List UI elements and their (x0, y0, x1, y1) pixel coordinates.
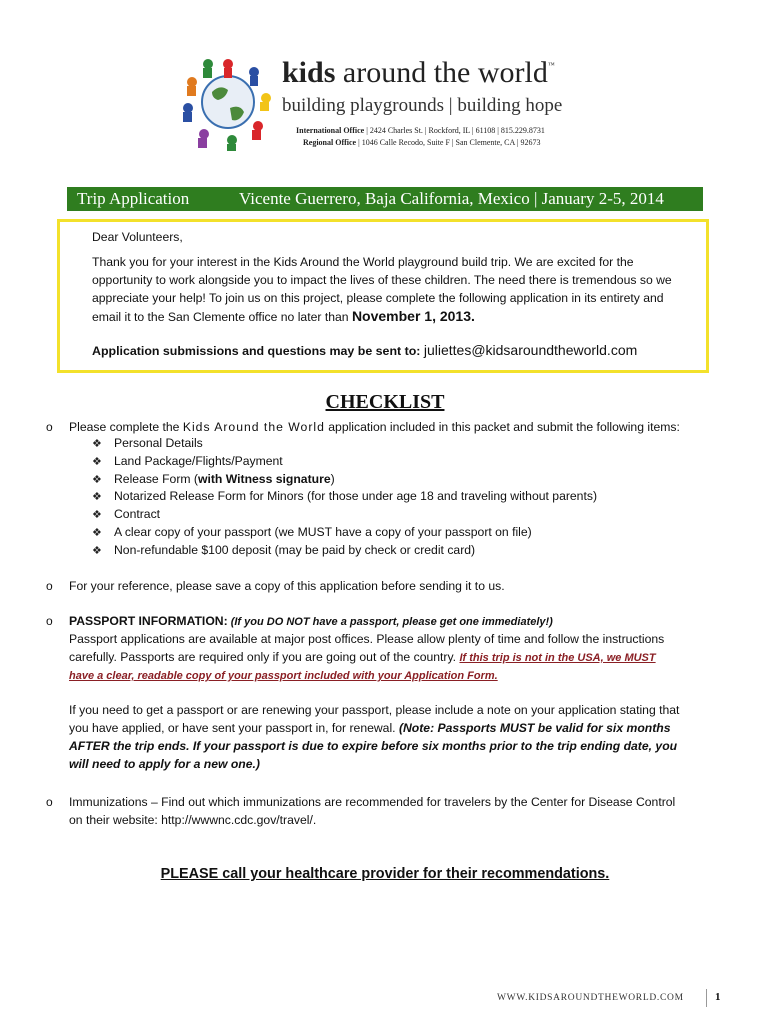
passport-line: will need to apply for a new one.) (69, 757, 260, 771)
trip-label: Trip Application (77, 189, 190, 208)
international-office-address: International Office | 2424 Charles St. | Rockford, IL | 61108 | 815.229.8731 (296, 126, 545, 135)
footer-divider (706, 989, 707, 1007)
sub-item: Personal Details (114, 436, 203, 450)
sub-item: Land Package/Flights/Payment (114, 454, 283, 468)
footer-website: WWW.KIDSAROUNDTHEWORLD.COM (497, 993, 684, 1003)
passport-line: If you need to get a passport or are renewing your passport, please include a note on your application stating that (69, 703, 680, 717)
trip-title-bar (67, 187, 703, 211)
passport-line: have a clear, readable copy of your passport included with your Application Form. (69, 670, 498, 682)
contact-email: juliettes@kidsaroundtheworld.com (423, 342, 638, 358)
sub-item: Notarized Release Form for Minors (for those under age 18 and traveling without parents) (114, 489, 598, 503)
submission-line: Application submissions and questions may be sent to: juliettes@kidsaroundtheworld.com (92, 342, 638, 358)
checklist-item: Please complete the Kids Around the World application included in this packet and submit the following items: (69, 420, 680, 434)
diamond-bullet-icon: ❖ (92, 527, 102, 539)
sub-item: Release Form (with Witness signature) (114, 472, 335, 486)
intro-line: email it to the San Clemente office no later than November 1, 2013. (92, 308, 475, 324)
page-number: 1 (715, 991, 721, 1003)
bullet-icon: o (46, 579, 53, 593)
sub-item: Contract (114, 507, 161, 521)
intro-line: appreciate your help! To join us on this project, please complete the following application in its entirety and (92, 291, 664, 305)
healthcare-callout: PLEASE call your healthcare provider for their recommendations. (160, 866, 610, 882)
trip-detail: Vicente Guerrero, Baja California, Mexico | January 2-5, 2014 (239, 189, 664, 208)
passport-line: you have applied, or have sent your passport in, for renewal. (Note: Passports MUST be valid for six months (69, 721, 671, 735)
bullet-icon: o (46, 795, 53, 809)
diamond-bullet-icon: ❖ (92, 545, 102, 557)
passport-line: AFTER the trip ends. If your passport is due to expire before six months prior to the trip ending date, you (69, 739, 678, 753)
brand-name: kids around the world™ (282, 56, 555, 89)
checklist-item: For your reference, please save a copy of this application before sending it to us. (69, 579, 505, 593)
diamond-bullet-icon: ❖ (92, 491, 102, 503)
greeting: Dear Volunteers, (92, 230, 183, 244)
deadline: November 1, 2013. (351, 308, 475, 324)
immunizations-line: on their website: http://wwwnc.cdc.gov/travel/. (69, 813, 317, 827)
passport-heading: PASSPORT INFORMATION: (If you DO NOT have a passport, please get one immediately!) (69, 614, 553, 628)
bullet-icon: o (46, 420, 53, 434)
bullet-icon: o (46, 614, 53, 628)
passport-line: Passport applications are available at major post offices. Please allow plenty of time and follow the instructions (69, 632, 665, 646)
immunizations-line: Immunizations – Find out which immunizations are recommended for travelers by the Center for Disease Control (69, 795, 676, 809)
sub-item: A clear copy of your passport (we MUST have a copy of your passport on file) (114, 525, 532, 539)
checklist-title: CHECKLIST (325, 391, 445, 413)
diamond-bullet-icon: ❖ (92, 456, 102, 468)
intro-line: Thank you for your interest in the Kids Around the World playground build trip. We are excited for the (92, 255, 634, 269)
sub-item: Non-refundable $100 deposit (may be paid by check or credit card) (114, 543, 476, 557)
globe-logo-icon (178, 52, 278, 152)
intro-line: opportunity to work alongside you to impact the lives of these children. The need there is tremendous so we (92, 273, 672, 287)
diamond-bullet-icon: ❖ (92, 474, 102, 486)
diamond-bullet-icon: ❖ (92, 438, 102, 450)
passport-line: carefully. Passports are required only if you are going out of the country. If this trip is not in the USA, we MUST (69, 650, 656, 664)
diamond-bullet-icon: ❖ (92, 509, 102, 521)
regional-office-address: Regional Office | 1046 Calle Recodo, Suite F | San Clemente, CA | 92673 (303, 138, 541, 147)
tagline: building playgrounds | building hope (282, 95, 563, 116)
